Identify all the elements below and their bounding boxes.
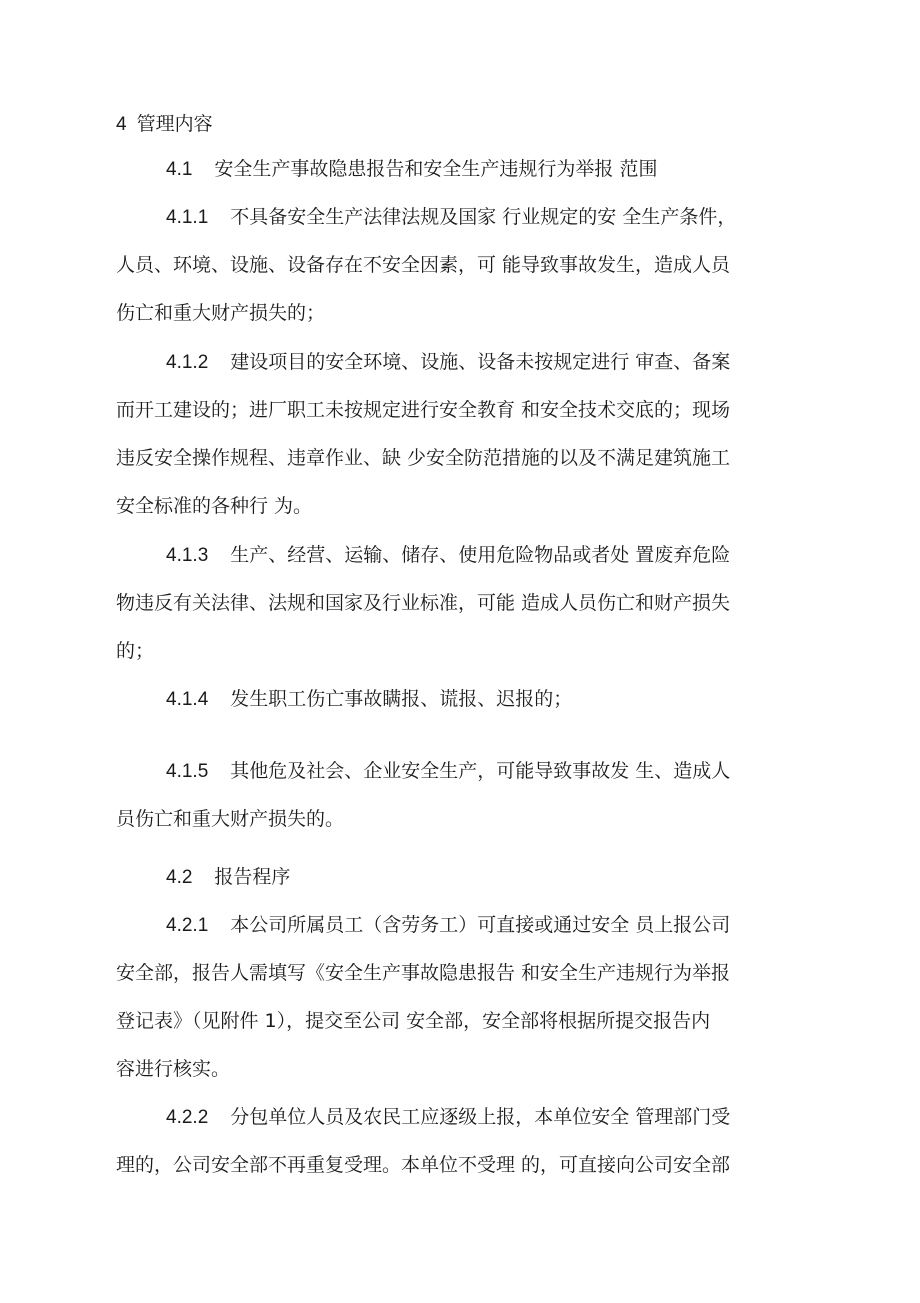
clause-4-1-2-line-3: 违反安全操作规程、违章作业、缺 少安全防范措施的以及不满足建筑施工: [116, 447, 731, 469]
section-number: 4.1: [166, 159, 193, 180]
clause-4-1-1-line-3: 伤亡和重大财产损失的；: [116, 302, 326, 324]
clause-text: 分包单位人员及农民工应逐级上报，本单位安全 管理部门受: [230, 1106, 731, 1128]
section-heading-4-2: [166, 865, 290, 890]
clause-4-1-2-line-1: [166, 350, 730, 375]
clause-4-1-2-line-4: 安全标准的各种行 为。: [116, 495, 313, 517]
clause-4-2-1-line-2: 安全部，报告人需填写《安全生产事故隐患报告 和安全生产违规行为举报: [116, 962, 731, 984]
clause-4-2-2-line-1: [166, 1105, 730, 1130]
clause-text: 其他危及社会、企业安全生产，可能导致事故发 生、造成人: [230, 760, 731, 782]
clause-text: 发生职工伤亡事故瞒报、谎报、迟报的；: [230, 688, 573, 710]
clause-number: 4.2.2: [166, 1107, 209, 1128]
section-number: 4.2: [166, 867, 193, 888]
clause-text: 建设项目的安全环境、设施、设备未按规定进行 审查、备案: [230, 351, 731, 373]
clause-4-2-1-line-4: 容进行核实。: [116, 1058, 231, 1080]
section-heading-4-1: [166, 157, 657, 182]
section-heading-4: [116, 112, 213, 137]
section-title: 管理内容: [136, 113, 213, 135]
clause-number: 4.1.1: [166, 207, 209, 228]
section-title: 安全生产事故隐患报告和安全生产违规行为举报 范围: [214, 158, 658, 180]
clause-number: 4.2.1: [166, 915, 209, 936]
clause-4-2-1-line-3: 登记表》（见附件 1），提交至公司 安全部，安全部将根据所提交报告内: [116, 1010, 711, 1032]
clause-4-1-5-line-2: 员伤亡和重大财产损失的。: [116, 808, 345, 830]
clause-4-1-2-line-2: 而开工建设的；进厂职工未按规定进行安全教育 和安全技术交底的；现场: [116, 399, 731, 421]
clause-4-1-1-line-2: 人员、环境、设施、设备存在不安全因素，可 能导致事故发生，造成人员: [116, 254, 731, 276]
section-title: 报告程序: [214, 866, 291, 888]
clause-4-2-2-line-2: 理的，公司安全部不再重复受理。本单位不受理 的，可直接向公司安全部: [116, 1154, 731, 1176]
clause-text: 生产、经营、运输、储存、使用危险物品或者处 置废弃危险: [230, 544, 731, 566]
clause-number: 4.1.2: [166, 352, 209, 373]
clause-text: 不具备安全生产法律法规及国家 行业规定的安 全生产条件，: [230, 206, 737, 228]
clause-number: 4.1.4: [166, 689, 209, 710]
clause-4-1-3-line-2: 物违反有关法律、法规和国家及行业标准，可能 造成人员伤亡和财产损失: [116, 592, 731, 614]
section-number: 4: [116, 114, 127, 135]
clause-number: 4.1.3: [166, 545, 209, 566]
clause-4-2-1-line-1: [166, 913, 730, 938]
clause-4-1-1-line-1: [166, 205, 736, 230]
clause-4-1-4-line-1: [166, 687, 572, 712]
clause-4-1-3-line-3: 的；: [116, 640, 155, 662]
clause-4-1-3-line-1: [166, 543, 730, 568]
clause-text: 本公司所属员工（含劳务工）可直接或通过安全 员上报公司: [230, 914, 731, 936]
clause-number: 4.1.5: [166, 761, 209, 782]
clause-4-1-5-line-1: [166, 759, 730, 784]
